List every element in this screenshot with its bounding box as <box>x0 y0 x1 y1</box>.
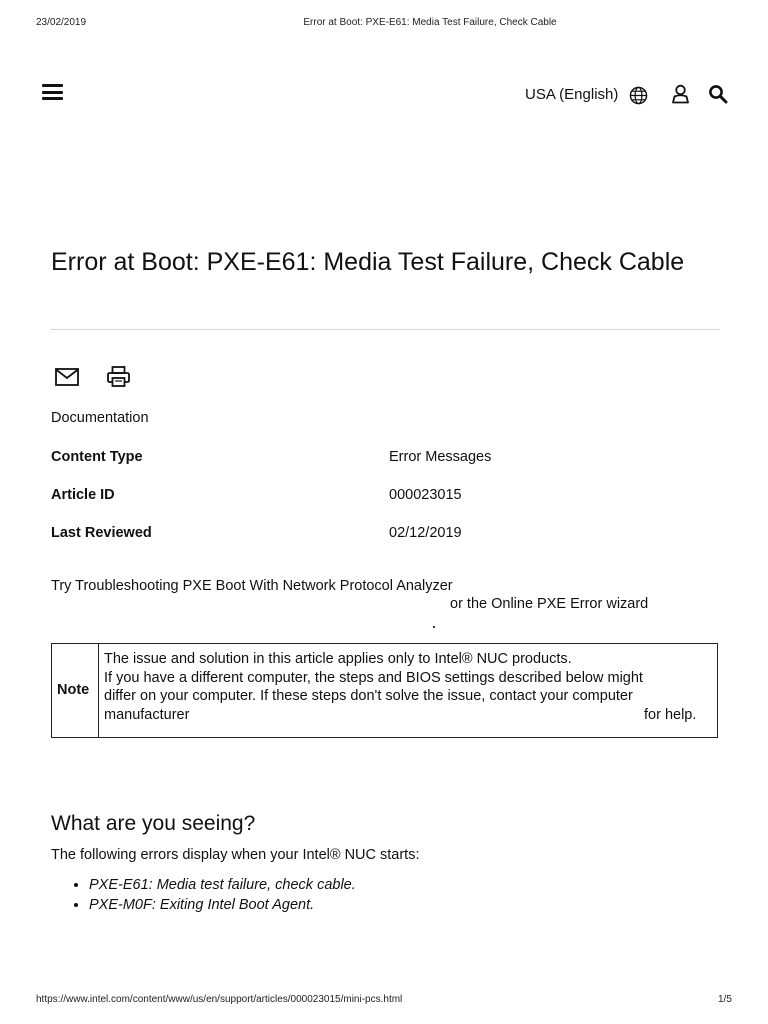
globe-icon[interactable] <box>629 86 648 110</box>
note-label-cell <box>52 644 99 737</box>
meta-value-content-type: Error Messages <box>389 449 492 465</box>
list-item: • PXE-E61: Media test failure, check cable. <box>89 875 356 895</box>
search-icon[interactable] <box>708 84 728 109</box>
note-line: differ on your computer. If these steps don't solve the issue, contact your computer <box>104 688 633 705</box>
print-url: https://www.intel.com/content/www/us/en/support/articles/000023015/mini-pcs.html <box>36 994 403 1005</box>
note-manufacturer-text: manufacturer <box>104 706 190 723</box>
note-line: The issue and solution in this article applies only to Intel® NUC products. <box>104 651 572 667</box>
print-page-number: 1/5 <box>718 994 732 1005</box>
user-icon[interactable] <box>671 84 690 109</box>
note-label: Note <box>57 682 90 698</box>
note-text <box>104 650 709 724</box>
print-icon[interactable] <box>107 366 130 393</box>
meta-key-last-reviewed: Last Reviewed <box>51 525 152 541</box>
print-page-title: Error at Boot: PXE-E61: Media Test Failure, Check Cable <box>303 17 557 28</box>
error-list <box>51 875 356 915</box>
section-intro: The following errors display when your Intel® NUC starts: <box>51 847 420 863</box>
menu-icon[interactable] <box>42 84 63 100</box>
category-label: Documentation <box>51 410 149 426</box>
stray-dot <box>433 626 435 628</box>
mail-icon[interactable] <box>55 368 79 391</box>
meta-value-last-reviewed: 02/12/2019 <box>389 525 462 541</box>
note-last-line <box>104 706 709 725</box>
meta-value-article-id: 000023015 <box>389 487 462 503</box>
list-item: • PXE-M0F: Exiting Intel Boot Agent. <box>89 895 356 915</box>
section-heading: What are you seeing? <box>51 812 256 835</box>
article-title: Error at Boot: PXE-E61: Media Test Failure, Check Cable <box>51 248 685 276</box>
print-date: 23/02/2019 <box>36 17 87 28</box>
meta-key-content-type: Content Type <box>51 449 143 465</box>
troubleshoot-text: Try Troubleshooting PXE Boot With Network Protocol Analyzer <box>51 578 453 594</box>
wizard-text: or the Online PXE Error wizard <box>450 596 649 612</box>
meta-key-article-id: Article ID <box>51 487 115 503</box>
title-divider <box>51 329 720 330</box>
note-line: If you have a different computer, the steps and BIOS settings described below might <box>104 669 643 686</box>
locale-selector[interactable]: USA (English) <box>525 86 619 103</box>
note-help-text: for help. <box>644 706 697 723</box>
note-table <box>51 643 718 738</box>
